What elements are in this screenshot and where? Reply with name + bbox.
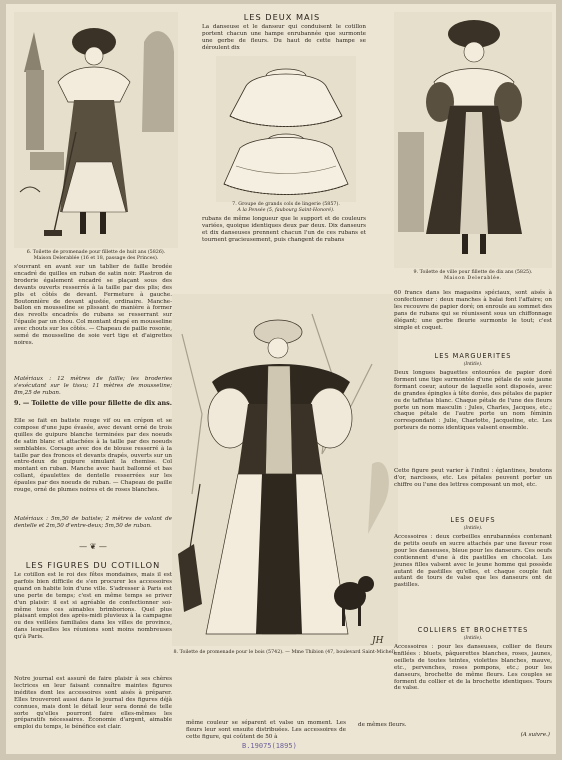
figure-8-illustration <box>172 294 398 646</box>
figure-9-caption: 9. Toilette de ville pour fillette de dix ans (5825). <box>413 270 533 275</box>
cotillon-heading: LES FIGURES DU COTILLON <box>25 560 161 570</box>
cotillon-paragraph-2: Notre journal est assuré de faire plaisir à ses chères lectrices en leur faisant connaître maintes figures inédites dont les accessoires sont aisés à préparer. Elles trouveront aussi dans le journal des figures déjà connues, mais dont le détail leur sera donné de telle sorte qu'elles pourront faire elles-mêmes les préparatifs nécessaires. Économie d'argent, aimable emploi du temps, le bénéfice est clair. <box>14 676 172 731</box>
figure-7-caption: 7. Groupe de grands cols de lingerie (5857). <box>232 202 340 207</box>
magazine-page <box>6 4 556 754</box>
marguerites-subtitle: (Intitle). <box>463 362 483 367</box>
middle-paragraph: rubans de même longueur que le support et de couleurs variées, quoique identiques deux par deux. Dix danseurs et dix danseuses prennent chacun l'un de ces rubans et tournent gracieusement, puis changent de rubans <box>202 216 366 243</box>
ornament-divider: — ❦ — <box>79 542 107 551</box>
figure-7-illustration <box>216 56 356 202</box>
figure-7-maison: A la Pensée (5, faubourg Saint-Honoré). <box>237 208 335 213</box>
figure-8-caption: 8. Toilette de promenade pour le bois (5742). — Mme Thibion (47, boulevard Saint-Michel). <box>173 650 397 655</box>
marguerites-paragraph-1: Deux longues baguettes entourées de papier doré forment une tige surmontée d'une pétale de soie jaune formant coeur, autour de laquelle sont disposés, avec de grandes épingles à tête dorée, des pétales de papier ou de taffetas blanc. Chaque pétale de l'une des fleurs porte un nom masculin : Jules, Charles, Jacques, etc.; chaque pétale de l'autre porte un nom féminin correspondant : Julie, Charlotte, Jacqueline, etc. Les porteurs de noms identiques valsent ensemble. <box>394 370 552 432</box>
right-paragraph-1: 60 francs dans les magasins spéciaux, sont aisés à confectionner : deux manches à balai font l'affaire; on les recouvre de papier doré; on enroule au sommet des pans de rubans qui se réunissent sous un chiffonnage élégant; une gerbe fleurie surmonte le tout; c'est simple et coquet. <box>394 290 552 331</box>
figure-9-illustration <box>394 12 552 268</box>
oeufs-paragraph: Accessoires : deux corbeilles enrubannées contenant de petits oeufs en sucre attachés par une faveur rose pour les danseuses, bleue pour les danseurs. Ces oeufs contiennent d'une à dix pastilles en chocolat. Les jeunes filles valsent avec le jeune homme qui possède autant de pastilles qu'elles, et chaque couple fait autant de tours de valse que les danseurs ont de pastilles. <box>394 534 552 589</box>
figure-6-illustration <box>14 12 178 248</box>
colliers-paragraph: Accessoires : pour les danseuses, collier de fleurs enfilées : bluets, pâquerettes blanches, roses, jaunes, oeillets de toutes teintes, violettes blanches, mauve, etc., pervenches, roses pompons, etc.; pour les danseurs, brochette de même fleurs. Les couples se forment du collier et de la brochette identiques. Tours de valse. <box>394 644 552 692</box>
colliers-subtitle: (Intitle). <box>463 636 483 641</box>
left-materials-2: Matériaux : 5m,50 de batiste; 2 mètres de volant de dentelle et 2m,50 d'entre-deux; 5m,50 de ruban. <box>14 516 172 529</box>
figure-6-caption: 6. Toilette de promenade pour fillette de huit ans (5826). <box>26 250 166 255</box>
intro-paragraph: La danseuse et le danseur qui conduisent le cotillon portent chacun une hampe enrubannée que surmonte une gerbe de fleurs. Du haut de cette hampe se déroulent dix <box>202 24 366 51</box>
marguerites-heading: LES MARGUERITES <box>434 352 512 360</box>
page-title: LES DEUX MAIS <box>243 12 321 22</box>
left-materials-1: Matériaux : 12 mètres de faille; les broderies s'exécutant sur le tissu; 11 mètres de mousseline; 8m,25 de ruban. <box>14 376 172 396</box>
figure-9-maison: Maison Delerablée. <box>443 276 503 281</box>
handwritten-inventory-number: B.19075(1895) <box>242 742 297 750</box>
section-9-heading: 9. — Toilette de ville pour fillette de dix ans. <box>14 399 172 407</box>
a-suivre-note: (A suivre.) <box>520 732 550 738</box>
marguerites-paragraph-2: Cette figure peut varier à l'infini : églantines, boutons d'or, narcisses, etc. Les pétales peuvent porter un chiffre ou l'une des lettres composant un mot, etc. <box>394 468 552 488</box>
artist-monogram: JH <box>372 636 384 646</box>
left-paragraph-1: s'ouvrant en avant sur un tablier de faille brodée encadré de quilles en ruban de satin noir. Plastron de broderie également encadré se plaçant sous des devants ouverts resserrés à la taille par des plis; des plis et côtés de devant. Fermeture à gauche. Boutonnière de devant ajustée, ordinaire. Manche-ballon en mousseline se plissant de manière à former des revolts encadrés de rubans se resserrant sur l'épaule par un chou. Col montant drapé en mousseline avec chouts sur les côtés. — Chapeau de paille rosonie, semé de mousseline de soie vert tige et d'aigrettes noires. <box>14 264 172 346</box>
oeufs-heading: LES OEUFS <box>450 516 496 524</box>
oeufs-subtitle: (Intitle). <box>463 526 483 531</box>
middle-bottom-paragraph: même couleur se séparent et valse un moment. Les fleurs leur sont ensuite distribuées. Les accessoires de cette figure, qui coûtent de 50 à <box>186 720 346 740</box>
bottom-fragment: de mêmes fleurs. <box>358 722 407 728</box>
cotillon-paragraph-1: Le cotillon est le roi des fêtes mondaines, mais il est parfois bien difficile de s'en procurer les accessoires quand on habite loin d'une ville. S'adresser à Paris est une perte de temps; c'est en même temps se priver d'un plaisir: il est si agréable de confectionner soi-même tous ces aimables brimborions. Quel plus plaisant emploi des après-midi pluvieux à la campagne ou des veillées familiales dans les villes de province, dans lesquelles les réunions sont moins nombreuses qu'à Paris. <box>14 572 172 641</box>
colliers-heading: COLLIERS ET BROCHETTES <box>417 626 529 634</box>
left-paragraph-2: Elle se fait en batiste rouge vif ou en crépon et se compose d'une jupe évasée, avec devant orné de trois quilles de guipure blanche terminées par des noeuds de satin blanc et attachées à la taille par des noeuds semblables. Corsage avec dos de blouse resserré à la taille par des fronces et devants drapés, ouverts sur un entre-deux de guipure simulant la chemise. Col montant en ruban. Manche avec haut ballonné et bas collant, épaulettes de dentelle resserrées sur les épaules par des noeuds de ruban. — Chapeau de paille rouge, orné de plumes noires et de roses blanches. <box>14 418 172 494</box>
figure-6-maison: Maison Delerablée (16 et 18, passage des Princes). <box>33 256 159 261</box>
